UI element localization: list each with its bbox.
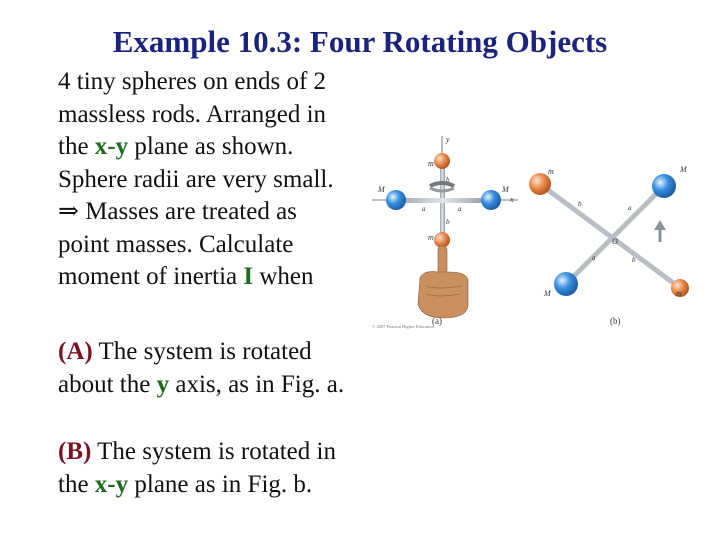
rotation-axis-arrow-icon (654, 220, 666, 242)
part-a-text-2c: axis, as in Fig. a. (169, 370, 345, 398)
y-axis-term: y (156, 370, 170, 398)
hand-icon (418, 246, 468, 318)
sphere-m-bottom (434, 232, 450, 248)
figure-a (360, 128, 525, 338)
label-M-b-lower: M (544, 289, 551, 298)
inertia-symbol: I (243, 263, 254, 290)
xy-plane-term-2: x-y (94, 470, 129, 498)
intro-line-7 (58, 261, 334, 294)
intro-line-5 (58, 196, 334, 229)
part-a-label: (A) (58, 338, 93, 365)
part-a (58, 336, 344, 401)
xy-plane-term: x-y (94, 133, 129, 160)
intro-line-2: massless rods. Arranged in (58, 100, 327, 128)
x-axis-label: x (510, 195, 514, 204)
intro-line-3-c: plane as shown. (128, 133, 294, 160)
slide-title: Example 10.3: Four Rotating Objects (112, 24, 608, 59)
label-m-top: m (428, 159, 434, 168)
part-a-text-1: The system is rotated (92, 338, 312, 365)
sphere-m-top (434, 153, 450, 169)
label-a-left: a (422, 205, 426, 213)
part-b-label: (B) (58, 438, 92, 465)
y-axis-label: y (446, 135, 450, 144)
part-a-text-2a: about the (58, 370, 157, 398)
label-b-bottom: b (446, 218, 450, 226)
label-M-b-upper: M (680, 165, 687, 174)
intro-line-7-c: when (253, 263, 314, 290)
intro-line-6: point masses. Calculate (58, 230, 294, 258)
sphere-M-upper-right (652, 174, 676, 198)
label-M-left: M (378, 185, 385, 194)
part-b-text-2a: the (58, 470, 95, 498)
part-b-line-2 (58, 469, 336, 502)
implies-arrow-icon: ⇒ (58, 198, 79, 225)
label-center-O: O (612, 237, 618, 246)
sphere-M-right (481, 190, 501, 210)
part-b (58, 436, 336, 501)
intro-line-1: 4 tiny spheres on ends of 2 (58, 68, 327, 95)
label-m-bottom: m (428, 233, 434, 242)
figure-b-caption: (b) (610, 316, 621, 326)
label-a-right: a (458, 205, 462, 213)
intro-line-7-a: moment of inertia (58, 263, 244, 290)
figure-b (528, 160, 718, 330)
intro-line-3 (58, 131, 334, 164)
label-b-top: b (446, 176, 450, 184)
intro-line-5-text: Masses are treated as (78, 198, 297, 225)
label-b-b-upper: b (578, 200, 582, 208)
label-M-right: M (502, 185, 509, 194)
sphere-M-lower-left (554, 272, 578, 296)
sphere-m-upper-left (529, 173, 551, 195)
horizontal-rod (396, 198, 492, 203)
label-a-b-lower: a (592, 254, 596, 262)
intro-line-3-a: the (58, 133, 95, 160)
label-m-b-upper: m (548, 167, 554, 176)
part-b-line-1 (58, 436, 336, 469)
copyright-text: © 2007 Pearson Higher Education (372, 324, 434, 329)
label-a-b-upper: a (628, 204, 632, 212)
intro-text (58, 66, 334, 294)
label-m-b-lower: m (676, 289, 682, 298)
part-b-text-2c: plane as in Fig. b. (128, 470, 313, 498)
label-b-b-lower: b (632, 256, 636, 264)
part-a-line-1 (58, 336, 344, 369)
sphere-M-left (386, 190, 406, 210)
part-b-text-1: The system is rotated in (91, 438, 336, 465)
intro-line-4: Sphere radii are very small. (58, 165, 334, 193)
part-a-line-2 (58, 369, 344, 402)
figure-a-caption: (a) (432, 316, 442, 326)
